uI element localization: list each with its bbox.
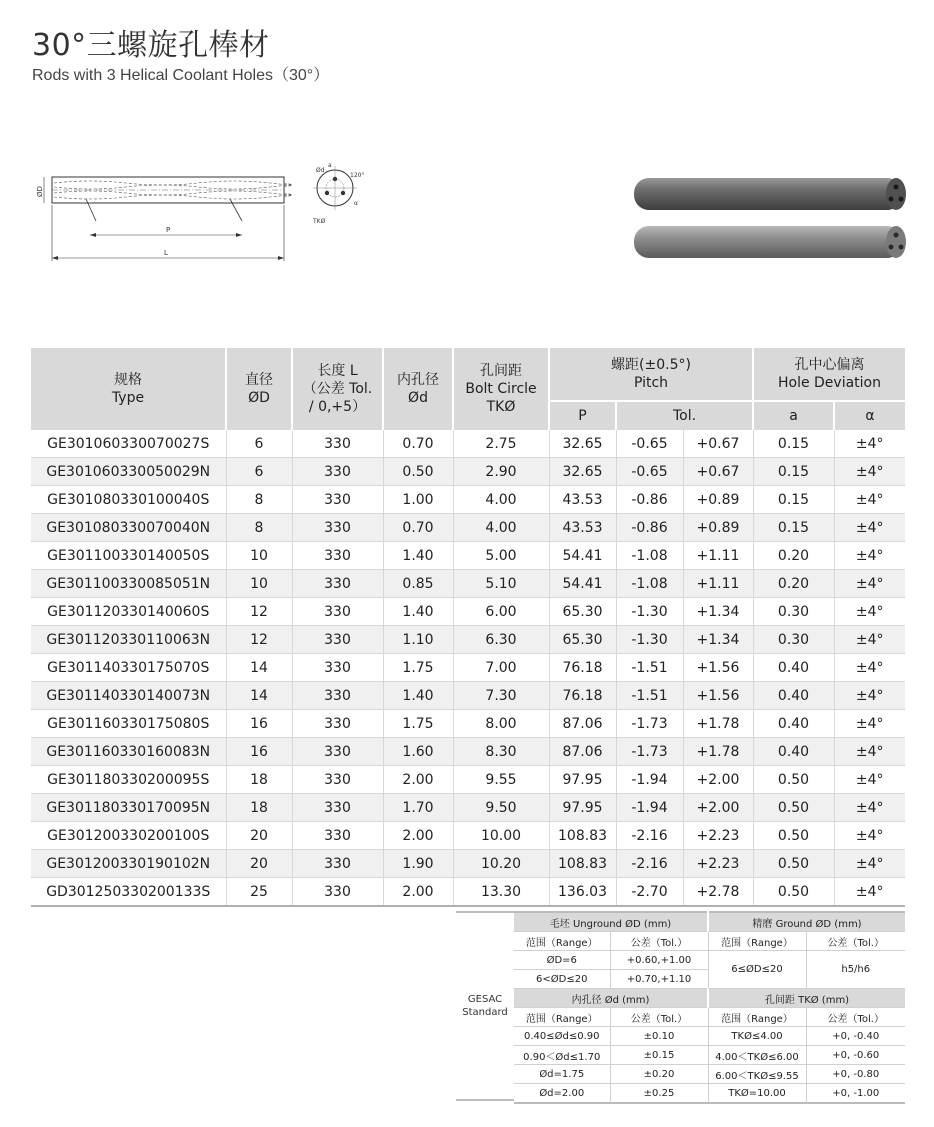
ground-header: 精磨 Ground ØD (mm) — [708, 912, 905, 932]
bore-range: Ød=2.00 — [514, 1084, 610, 1104]
table-cell: 9.50 — [453, 794, 549, 822]
table-cell: 330 — [292, 822, 383, 850]
table-cell: 0.40 — [753, 710, 834, 738]
tol-label: 公差（Tol.） — [806, 1008, 905, 1027]
table-cell: +1.11 — [683, 570, 753, 598]
table-cell: +1.56 — [683, 682, 753, 710]
table-cell: -2.16 — [616, 822, 683, 850]
table-cell: GD301250330200133S — [31, 878, 226, 907]
header-alpha: α — [834, 401, 905, 430]
table-cell: ±4° — [834, 878, 905, 907]
table-cell: 330 — [292, 458, 383, 486]
table-cell: -0.65 — [616, 430, 683, 458]
header-length: 长度 L （公差 Tol. / 0,+5） — [292, 348, 383, 430]
table-cell: +1.34 — [683, 626, 753, 654]
table-cell: 8 — [226, 514, 292, 542]
unground-header: 毛坯 Unground ØD (mm) — [514, 912, 708, 932]
header-pitch: 螺距(±0.5°) Pitch — [549, 348, 753, 401]
table-cell: -0.86 — [616, 514, 683, 542]
table-cell: 6.30 — [453, 626, 549, 654]
table-cell: 13.30 — [453, 878, 549, 907]
table-cell: 2.00 — [383, 766, 453, 794]
table-cell: 87.06 — [549, 710, 616, 738]
table-cell: +1.78 — [683, 710, 753, 738]
table-cell: -1.08 — [616, 542, 683, 570]
table-cell: 0.50 — [753, 794, 834, 822]
table-cell: 12 — [226, 598, 292, 626]
table-cell: 1.40 — [383, 682, 453, 710]
tol-label: 公差（Tol.） — [806, 932, 905, 951]
table-cell: 10 — [226, 570, 292, 598]
table-cell: 0.15 — [753, 486, 834, 514]
header-bolt-circle: 孔间距 Bolt Circle TKØ — [453, 348, 549, 430]
bore-tol: ±0.15 — [610, 1046, 708, 1065]
table-row — [31, 794, 905, 822]
table-cell: 1.00 — [383, 486, 453, 514]
table-cell: 1.75 — [383, 654, 453, 682]
table-row — [31, 514, 905, 542]
header-tol: Tol. — [616, 401, 753, 430]
table-cell: GE301060330050029N — [31, 458, 226, 486]
range-label: 范围（Range） — [514, 932, 610, 951]
table-cell: ±4° — [834, 654, 905, 682]
table-cell: 330 — [292, 542, 383, 570]
table-cell: -2.16 — [616, 850, 683, 878]
table-row — [31, 626, 905, 654]
table-cell: -1.30 — [616, 626, 683, 654]
od-range: 6<ØD≤20 — [514, 970, 610, 989]
table-cell: 0.70 — [383, 514, 453, 542]
table-cell: 87.06 — [549, 738, 616, 766]
bore-range: 0.90＜Ød≤1.70 — [514, 1046, 610, 1065]
drawing-a-label: a — [328, 162, 332, 169]
table-cell: 1.10 — [383, 626, 453, 654]
table-cell: ±4° — [834, 738, 905, 766]
table-cell: 14 — [226, 682, 292, 710]
range-label: 范围（Range） — [708, 1008, 806, 1027]
table-cell: -1.94 — [616, 794, 683, 822]
table-cell: +1.34 — [683, 598, 753, 626]
table-cell: 5.10 — [453, 570, 549, 598]
tol-label: 公差（Tol.） — [610, 1008, 708, 1027]
table-row — [31, 542, 905, 570]
table-row — [31, 598, 905, 626]
table-cell: 0.50 — [383, 458, 453, 486]
table-row — [31, 710, 905, 738]
table-cell: 0.30 — [753, 598, 834, 626]
table-cell: 136.03 — [549, 878, 616, 907]
range-label: 范围（Range） — [708, 932, 806, 951]
table-cell: -1.30 — [616, 598, 683, 626]
table-row — [31, 878, 905, 907]
table-cell: +1.56 — [683, 654, 753, 682]
header-type: 规格 Type — [31, 348, 226, 430]
table-cell: 108.83 — [549, 850, 616, 878]
tk-range: TKØ=10.00 — [708, 1084, 806, 1104]
table-cell: GE301160330160083N — [31, 738, 226, 766]
table-cell: 330 — [292, 794, 383, 822]
header-hole-deviation: 孔中心偏离 Hole Deviation — [753, 348, 905, 401]
table-cell: 9.55 — [453, 766, 549, 794]
table-cell: ±4° — [834, 626, 905, 654]
table-cell: 65.30 — [549, 626, 616, 654]
table-cell: -1.94 — [616, 766, 683, 794]
table-cell: 0.50 — [753, 822, 834, 850]
table-cell: 330 — [292, 766, 383, 794]
table-cell: 2.00 — [383, 822, 453, 850]
table-cell: GE301100330085051N — [31, 570, 226, 598]
table-cell: ±4° — [834, 710, 905, 738]
range-label: 范围（Range） — [514, 1008, 610, 1027]
ground-range: 6≤ØD≤20 — [708, 951, 806, 989]
table-cell: 330 — [292, 682, 383, 710]
table-cell: ±4° — [834, 430, 905, 458]
table-cell: ±4° — [834, 794, 905, 822]
gesac-standard-label: GESAC Standard — [456, 911, 514, 1101]
table-cell: -1.73 — [616, 710, 683, 738]
table-cell: ±4° — [834, 514, 905, 542]
table-cell: 6.00 — [453, 598, 549, 626]
table-cell: +0.67 — [683, 430, 753, 458]
table-cell: 0.85 — [383, 570, 453, 598]
table-cell: ±4° — [834, 682, 905, 710]
table-cell: GE301120330140060S — [31, 598, 226, 626]
table-cell: 43.53 — [549, 514, 616, 542]
od-tol: +0.60,+1.00 — [610, 951, 708, 970]
table-cell: 0.40 — [753, 654, 834, 682]
table-cell: 8.00 — [453, 710, 549, 738]
table-cell: 330 — [292, 514, 383, 542]
table-cell: ±4° — [834, 822, 905, 850]
table-row — [31, 570, 905, 598]
drawing-od-label: ØD — [36, 186, 44, 197]
bore-range: 0.40≤Ød≤0.90 — [514, 1027, 610, 1046]
table-row — [31, 682, 905, 710]
table-cell: +1.11 — [683, 542, 753, 570]
table-cell: 0.15 — [753, 514, 834, 542]
table-cell: 76.18 — [549, 682, 616, 710]
page-subtitle: Rods with 3 Helical Coolant Holes（30°） — [32, 67, 330, 84]
header-a: a — [753, 401, 834, 430]
table-cell: +0.89 — [683, 486, 753, 514]
od-tol: +0.70,+1.10 — [610, 970, 708, 989]
table-cell: 20 — [226, 822, 292, 850]
table-cell: 18 — [226, 766, 292, 794]
table-cell: ±4° — [834, 598, 905, 626]
table-cell: 97.95 — [549, 766, 616, 794]
table-cell: 8 — [226, 486, 292, 514]
tk-range: 6.00＜TKØ≤9.55 — [708, 1065, 806, 1084]
table-cell: 1.40 — [383, 542, 453, 570]
drawing-p-label: P — [166, 226, 171, 234]
tk-range: TKØ≤4.00 — [708, 1027, 806, 1046]
table-cell: GE301140330175070S — [31, 654, 226, 682]
tk-tol: +0, -0.40 — [806, 1027, 905, 1046]
table-cell: 54.41 — [549, 570, 616, 598]
table-cell: 330 — [292, 430, 383, 458]
table-cell: 0.50 — [753, 766, 834, 794]
table-cell: 0.20 — [753, 570, 834, 598]
drawing-l-label: L — [164, 249, 168, 257]
table-cell: GE301120330110063N — [31, 626, 226, 654]
table-cell: +2.23 — [683, 850, 753, 878]
table-row — [31, 850, 905, 878]
table-cell: GE301080330100040S — [31, 486, 226, 514]
table-cell: 32.65 — [549, 430, 616, 458]
bore-range: Ød=1.75 — [514, 1065, 610, 1084]
table-cell: ±4° — [834, 570, 905, 598]
table-cell: ±4° — [834, 486, 905, 514]
table-cell: 0.40 — [753, 682, 834, 710]
table-cell: GE301200330190102N — [31, 850, 226, 878]
table-row — [31, 458, 905, 486]
rod-drawing — [30, 155, 370, 265]
table-cell: -1.51 — [616, 682, 683, 710]
table-cell: 330 — [292, 738, 383, 766]
table-cell: 10.20 — [453, 850, 549, 878]
table-cell: 16 — [226, 710, 292, 738]
table-cell: 1.70 — [383, 794, 453, 822]
table-cell: 2.90 — [453, 458, 549, 486]
table-cell: GE301180330170095N — [31, 794, 226, 822]
rod-photo — [630, 172, 910, 264]
table-cell: GE301200330200100S — [31, 822, 226, 850]
od-range: ØD=6 — [514, 951, 610, 970]
table-cell: GE301080330070040N — [31, 514, 226, 542]
table-cell: 0.50 — [753, 878, 834, 907]
header-od: 直径 ØD — [226, 348, 292, 430]
bore-tol: ±0.20 — [610, 1065, 708, 1084]
table-cell: GE301140330140073N — [31, 682, 226, 710]
table-cell: 0.40 — [753, 738, 834, 766]
table-cell: +1.78 — [683, 738, 753, 766]
bore-tol: ±0.25 — [610, 1084, 708, 1104]
page-title: 30°三螺旋孔棒材 — [32, 28, 270, 63]
table-cell: 0.30 — [753, 626, 834, 654]
table-cell: 10 — [226, 542, 292, 570]
table-cell: 5.00 — [453, 542, 549, 570]
table-cell: ±4° — [834, 542, 905, 570]
table-cell: 6 — [226, 458, 292, 486]
table-cell: 4.00 — [453, 486, 549, 514]
table-cell: GE301060330070027S — [31, 430, 226, 458]
table-cell: -1.08 — [616, 570, 683, 598]
table-cell: 76.18 — [549, 654, 616, 682]
tk-tol: +0, -0.60 — [806, 1046, 905, 1065]
table-cell: 1.60 — [383, 738, 453, 766]
table-cell: +2.00 — [683, 794, 753, 822]
table-row — [31, 766, 905, 794]
table-cell: ±4° — [834, 850, 905, 878]
table-cell: 7.00 — [453, 654, 549, 682]
table-cell: ±4° — [834, 766, 905, 794]
table-cell: ±4° — [834, 458, 905, 486]
table-cell: +2.00 — [683, 766, 753, 794]
table-cell: 32.65 — [549, 458, 616, 486]
table-cell: +0.67 — [683, 458, 753, 486]
bore-header: 内孔径 Ød (mm) — [514, 989, 708, 1008]
table-row — [31, 430, 905, 458]
table-cell: -1.51 — [616, 654, 683, 682]
table-cell: 18 — [226, 794, 292, 822]
table-cell: 330 — [292, 598, 383, 626]
drawing-alpha-label: α — [354, 200, 358, 207]
spec-table — [31, 348, 905, 907]
tk-tol: +0, -1.00 — [806, 1084, 905, 1104]
header-p: P — [549, 401, 616, 430]
table-cell: +2.78 — [683, 878, 753, 907]
header-bore: 内孔径 Ød — [383, 348, 453, 430]
table-cell: 4.00 — [453, 514, 549, 542]
table-cell: 0.70 — [383, 430, 453, 458]
table-cell: 0.15 — [753, 458, 834, 486]
table-cell: 2.00 — [383, 878, 453, 907]
table-cell: 14 — [226, 654, 292, 682]
tk-tol: +0, -0.80 — [806, 1065, 905, 1084]
table-cell: -1.73 — [616, 738, 683, 766]
table-row — [31, 738, 905, 766]
table-cell: 8.30 — [453, 738, 549, 766]
table-cell: 330 — [292, 710, 383, 738]
table-cell: 10.00 — [453, 822, 549, 850]
table-cell: 0.15 — [753, 430, 834, 458]
table-cell: 16 — [226, 738, 292, 766]
table-cell: 12 — [226, 626, 292, 654]
drawing-angle-label: 120° — [350, 172, 365, 179]
table-cell: GE301180330200095S — [31, 766, 226, 794]
table-cell: +0.89 — [683, 514, 753, 542]
tol-label: 公差（Tol.） — [610, 932, 708, 951]
table-row — [31, 486, 905, 514]
table-cell: 20 — [226, 850, 292, 878]
tk-range: 4.00＜TKØ≤6.00 — [708, 1046, 806, 1065]
table-cell: 1.90 — [383, 850, 453, 878]
drawing-d-label: Ød — [316, 167, 325, 174]
table-row — [31, 822, 905, 850]
gesac-standard-table — [514, 911, 905, 1104]
table-cell: 330 — [292, 878, 383, 907]
table-cell: 25 — [226, 878, 292, 907]
ground-tol: h5/h6 — [806, 951, 905, 989]
table-cell: 0.50 — [753, 850, 834, 878]
table-cell: GE301160330175080S — [31, 710, 226, 738]
bore-tol: ±0.10 — [610, 1027, 708, 1046]
table-cell: 330 — [292, 654, 383, 682]
table-cell: 1.75 — [383, 710, 453, 738]
table-cell: 65.30 — [549, 598, 616, 626]
table-cell: 7.30 — [453, 682, 549, 710]
table-cell: 2.75 — [453, 430, 549, 458]
table-cell: 54.41 — [549, 542, 616, 570]
drawing-tk-label: TKØ — [313, 218, 326, 225]
table-cell: -0.65 — [616, 458, 683, 486]
table-cell: GE301100330140050S — [31, 542, 226, 570]
table-cell: -2.70 — [616, 878, 683, 907]
table-cell: 330 — [292, 570, 383, 598]
table-cell: 0.20 — [753, 542, 834, 570]
table-cell: -0.86 — [616, 486, 683, 514]
table-cell: +2.23 — [683, 822, 753, 850]
table-cell: 6 — [226, 430, 292, 458]
table-cell: 1.40 — [383, 598, 453, 626]
table-cell: 108.83 — [549, 822, 616, 850]
table-cell: 330 — [292, 850, 383, 878]
table-cell: 97.95 — [549, 794, 616, 822]
tk-header: 孔间距 TKØ (mm) — [708, 989, 905, 1008]
table-cell: 43.53 — [549, 486, 616, 514]
table-cell: 330 — [292, 626, 383, 654]
table-row — [31, 654, 905, 682]
table-cell: 330 — [292, 486, 383, 514]
